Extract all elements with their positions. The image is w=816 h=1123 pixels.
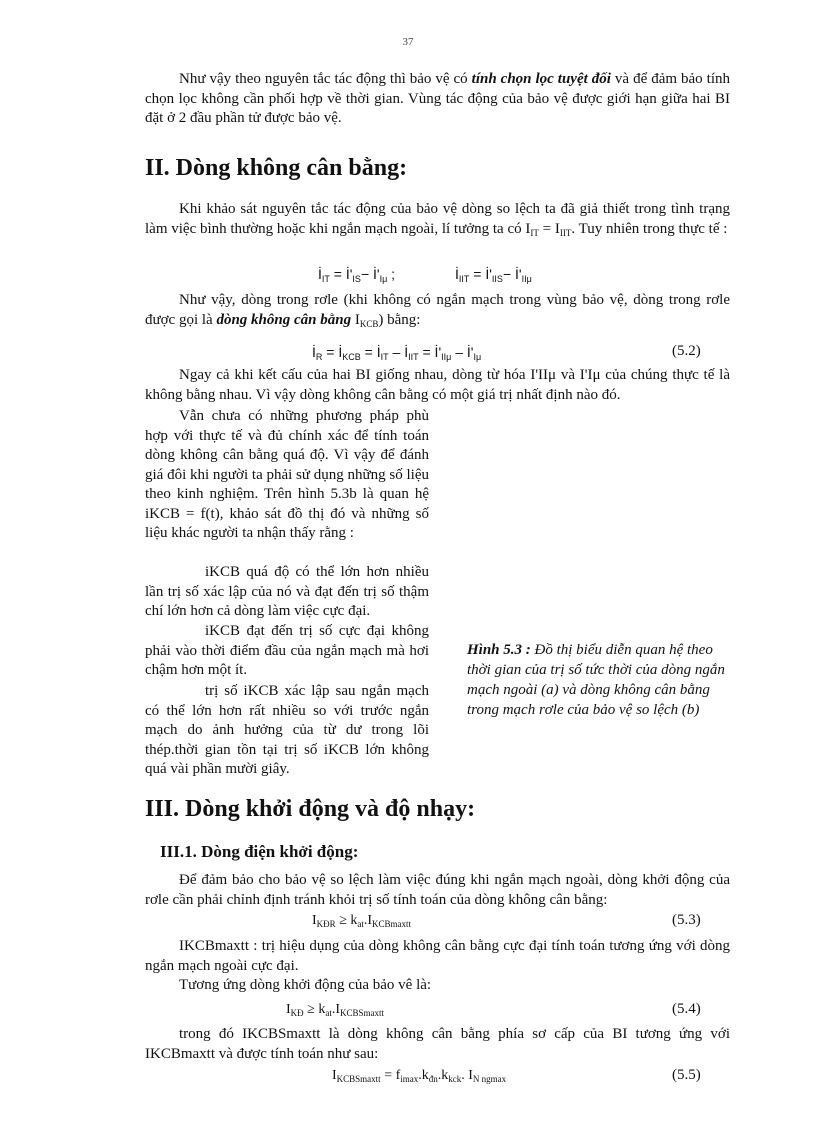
column-paragraph-1: Vẫn chưa có những phương pháp phù hợp với thực tế và đủ chính xác để tính toán dòng không cân bằng quá độ. Vì vậy để đánh giá đôi khi người ta phải sử dụng những số liệu theo kinh nghiệm. Trên hình 5.3b là quan hệ iKCB = f(t), khảo sát đồ thị đó và những số liệu khác người ta nhận thấy rằng :: [145, 408, 429, 541]
column-paragraph-3: iKCB đạt đến trị số cực đại không phải vào thời điểm đầu của ngắn mạch mà hơi chậm hơn một ít.: [145, 623, 429, 678]
emphasis-text: tính chọn lọc tuyệt đối: [471, 71, 611, 87]
intro-paragraph: [145, 70, 730, 129]
equation-5: $I_{KĐ} \ge k_{at}.I_{KCBSmaxtt}$: [286, 1002, 385, 1018]
text-run: và để đảm bảo tính chọn lọc không cần phối hợp về thời gian. Vùng tác động của bảo vệ được giới hạn giữa hai BI đặt ở 2 đầu phần tử được bảo vệ.: [145, 71, 730, 126]
subscript: KCB: [359, 318, 379, 329]
caption-label: Hình 5.3 :: [467, 642, 531, 658]
figure-caption: [467, 640, 729, 720]
text-run: . Tuy nhiên trong thực tế :: [571, 220, 728, 237]
equation-6-number: (5.5): [672, 1067, 701, 1083]
section-3-paragraph-3: Tương ứng dòng khởi động của bảo vê là:: [179, 977, 432, 993]
emphasis-text: dòng không cân bằng: [216, 311, 352, 328]
section-2-paragraph-1: [145, 200, 730, 239]
equation-6: $I_{KCBSmaxtt} = f_{imax}.k_{đn}.k_{kck}$. $I_{N ngmax}$: [332, 1068, 507, 1084]
text-run: I: [351, 311, 360, 328]
section-3-paragraph-2: IKCBmaxtt : trị hiệu dụng của dòng không cân bằng cực đại tính toán tương ứng với dòng ngắn mạch ngoài cực đại.: [145, 938, 730, 974]
section-3-title: III. Dòng khởi động và độ nhạy:: [145, 796, 476, 822]
text-run: ) bằng:: [378, 311, 421, 328]
section-2-paragraph-2: [145, 291, 730, 330]
equation-3-number: (5.2): [672, 343, 701, 359]
section-2-title: II. Dòng không cân bằng:: [145, 155, 408, 181]
text-run: = I: [538, 220, 560, 237]
subscript: IIT: [559, 227, 572, 238]
column-paragraph-2: iKCB quá độ có thể lớn hơn nhiều lần trị số xác lập của nó và đạt đến trị số thậm chí lớn hơn cả dòng làm việc cực đại.: [145, 564, 429, 619]
section-3-paragraph-1: Để đảm bảo cho bảo vệ so lệch làm việc đúng khi ngắn mạch ngoài, dòng khởi động của rơle cần phải chỉnh định tránh khỏi trị số tính toán của dòng không cân bằng:: [145, 872, 730, 908]
equation-1: $İ_{IT}$ = $İ'_{IS}-$ $İ'_{I\mu}$ ;: [318, 266, 396, 284]
text-run: Như vậy theo nguyên tắc tác động thì bảo vệ có: [179, 71, 472, 87]
subsection-3-1-title: III.1. Dòng điện khởi động:: [160, 842, 359, 861]
equation-2: $İ_{IIT}$ = $İ'_{IIS}-$ $İ'_{II\mu}$: [455, 266, 532, 284]
equation-5-number: (5.4): [672, 1001, 701, 1017]
text-run: Khi khảo sát nguyên tắc tác động của bảo vệ dòng so lệch ta đã giả thiết trong tình trạng làm việc bình thường hoặc khi ngắn mạch ngoài, lí tưởng ta có I: [145, 201, 730, 237]
equation-3: $İ_R$ = $İ_{KCB}$ = $İ_{IT}$ – $İ_{IIT}$ = $İ'_{II\mu}$ – $İ'_{I\mu}$: [312, 344, 482, 362]
caption-text: Đồ thị biểu diễn quan hệ theo thời gian của trị số tức thời của dòng ngắn mạch ngoài (a) và dòng không cân bằng trong mạch rơle của bảo vệ so lệch (b): [467, 642, 725, 718]
page-number: 37: [402, 36, 414, 48]
equation-4-number: (5.3): [672, 912, 701, 928]
equation-4: $I_{KĐR} \ge k_{at}.I_{KCBmaxtt}$: [312, 913, 412, 929]
text-run: Như vậy, dòng trong rơle (khi không có ngắn mạch trong vùng bảo vệ, dòng trong rơle được gọi là: [145, 292, 730, 328]
subscript: IT: [530, 227, 539, 238]
section-3-paragraph-4: trong đó IKCBSmaxtt là dòng không cân bằng phía sơ cấp của BI tương ứng với IKCBmaxtt và được tính toán như sau:: [145, 1026, 730, 1062]
section-2-paragraph-3: Ngay cả khi kết cấu của hai BI giống nhau, dòng từ hóa I'IIμ và I'Iμ của chúng thực tế là không bằng nhau. Vì vậy dòng không cân bằng có một giá trị nhất định nào đó.: [145, 367, 730, 403]
column-paragraph-4: trị số iKCB xác lập sau ngắn mạch có thể lớn hơn rất nhiều so với trước ngắn mạch do ảnh hưởng của từ dư trong lõi thép.thời gian tồn tại trị số iKCB lớn không quá vài phần mười giây.: [145, 683, 429, 777]
